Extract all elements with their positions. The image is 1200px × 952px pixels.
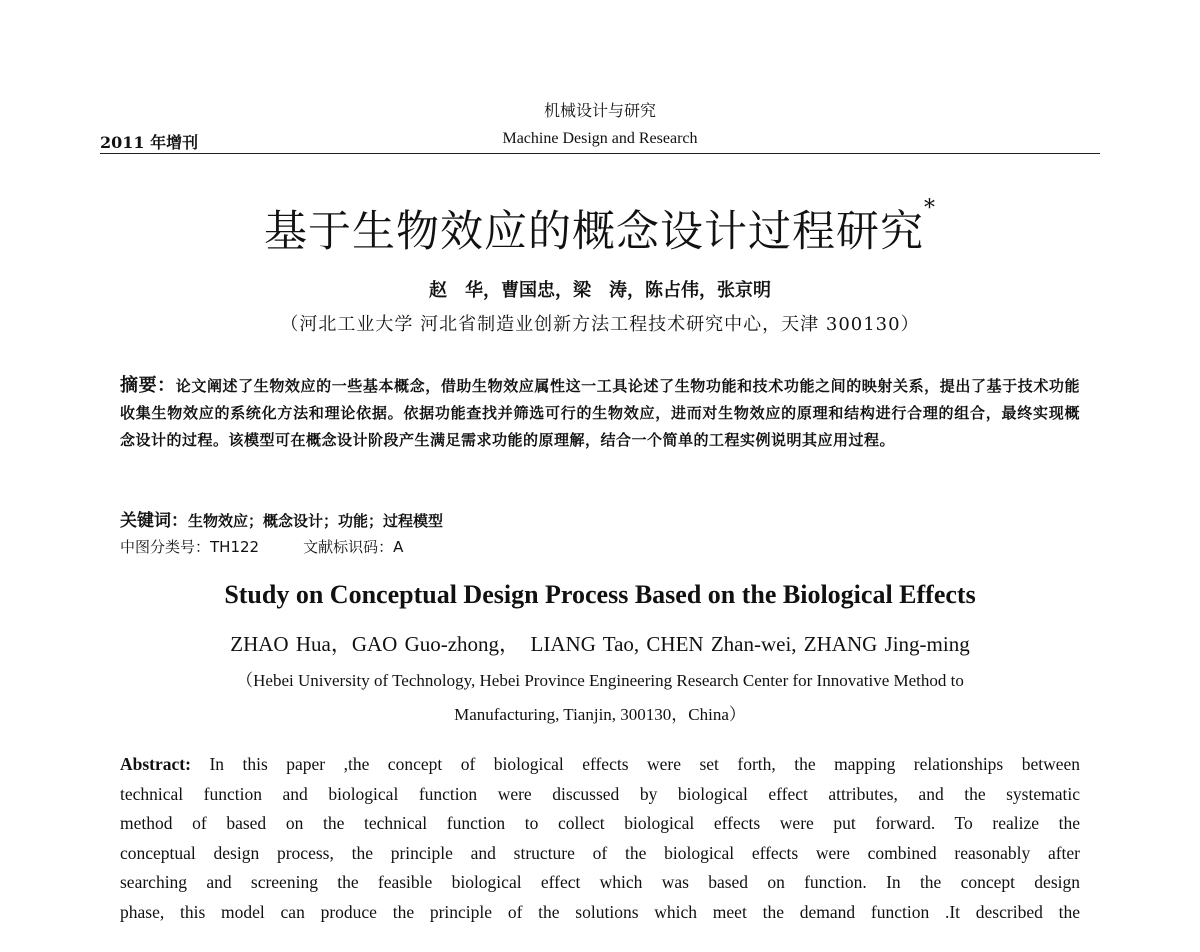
paper-title-english: Study on Conceptual Design Process Based on the Biological Effects xyxy=(224,580,976,609)
abstract-chinese-text: 论文阐述了生物效应的一些基本概念，借助生物效应属性这一工具论述了生物功能和技术功能之间的映射关系，提出了基于技术功能收集生物效应的系统化方法和理论依据。依据功能查找并筛选可行的生物效应，进而对生物效应的原理和结构进行合理的组合，最终实现概念设计的过程。该模型可在概念设计阶段产生满足需求功能的原理解，结合一个简单的工程实例说明其应用过程。 xyxy=(120,377,1080,449)
header-rule xyxy=(100,153,1100,154)
paper-title-chinese xyxy=(0,198,1200,259)
journal-name-english: Machine Design and Research xyxy=(502,130,698,147)
title-footnote-mark: * xyxy=(924,196,936,221)
affiliation-english-line-2: Manufacturing, Tianjin, 300130，China） xyxy=(454,705,746,724)
abstract-chinese xyxy=(120,372,1080,454)
keywords-label: 关键词： xyxy=(120,511,188,531)
abstract-english-line xyxy=(120,750,1080,780)
abstract-english xyxy=(120,750,1080,927)
abstract-chinese-label: 摘要： xyxy=(120,375,176,396)
doc-code-value: A xyxy=(393,538,404,556)
keywords-chinese xyxy=(120,506,443,531)
abstract-english-line: method of based on the technical function to collect biological effects were put forward. To realize the xyxy=(120,813,1080,833)
doc-code-label: 文献标识码： xyxy=(303,538,394,556)
authors-chinese: 赵 华，曹国忠，梁 涛，陈占伟，张京明 xyxy=(429,280,771,301)
journal-name-chinese: 机械设计与研究 xyxy=(543,101,656,120)
abstract-english-line: searching and screening the feasible biological effect which was based on function. In the concept design xyxy=(120,872,1080,892)
affiliation-english-line-1: （Hebei University of Technology, Hebei Province Engineering Research Center for Innovative Method to xyxy=(236,671,964,690)
authors-english: ZHAO Hua，GAO Guo-zhong， LIANG Tao, CHEN Zhan-wei, ZHANG Jing-ming xyxy=(230,632,970,656)
abstract-english-label: Abstract: xyxy=(120,754,191,774)
abstract-english-line: conceptual design process, the principle and structure of the biological effects were combined reasonably after xyxy=(120,842,1080,863)
affiliation-chinese: （河北工业大学 河北省制造业创新方法工程技术研究中心，天津 300130） xyxy=(280,314,920,335)
abstract-english-line: technical function and biological function were discussed by biological effect attributes, and the systematic xyxy=(120,783,1080,804)
clc-value: TH122 xyxy=(210,538,260,556)
abstract-english-text: In this paper ,the concept of biological effects were set forth, the mapping relationships between xyxy=(209,754,1081,774)
clc-label: 中图分类号： xyxy=(120,538,211,556)
keywords-text: 生物效应；概念设计；功能；过程模型 xyxy=(188,512,444,530)
paper-title-chinese-text: 基于生物效应的概念设计过程研究 xyxy=(264,207,924,257)
issue-label: 2011 年增刊 xyxy=(100,133,199,152)
abstract-english-line: phase, this model can produce the principle of the solutions which meet the demand function .It described the xyxy=(120,901,1080,922)
classification-line xyxy=(120,536,403,557)
